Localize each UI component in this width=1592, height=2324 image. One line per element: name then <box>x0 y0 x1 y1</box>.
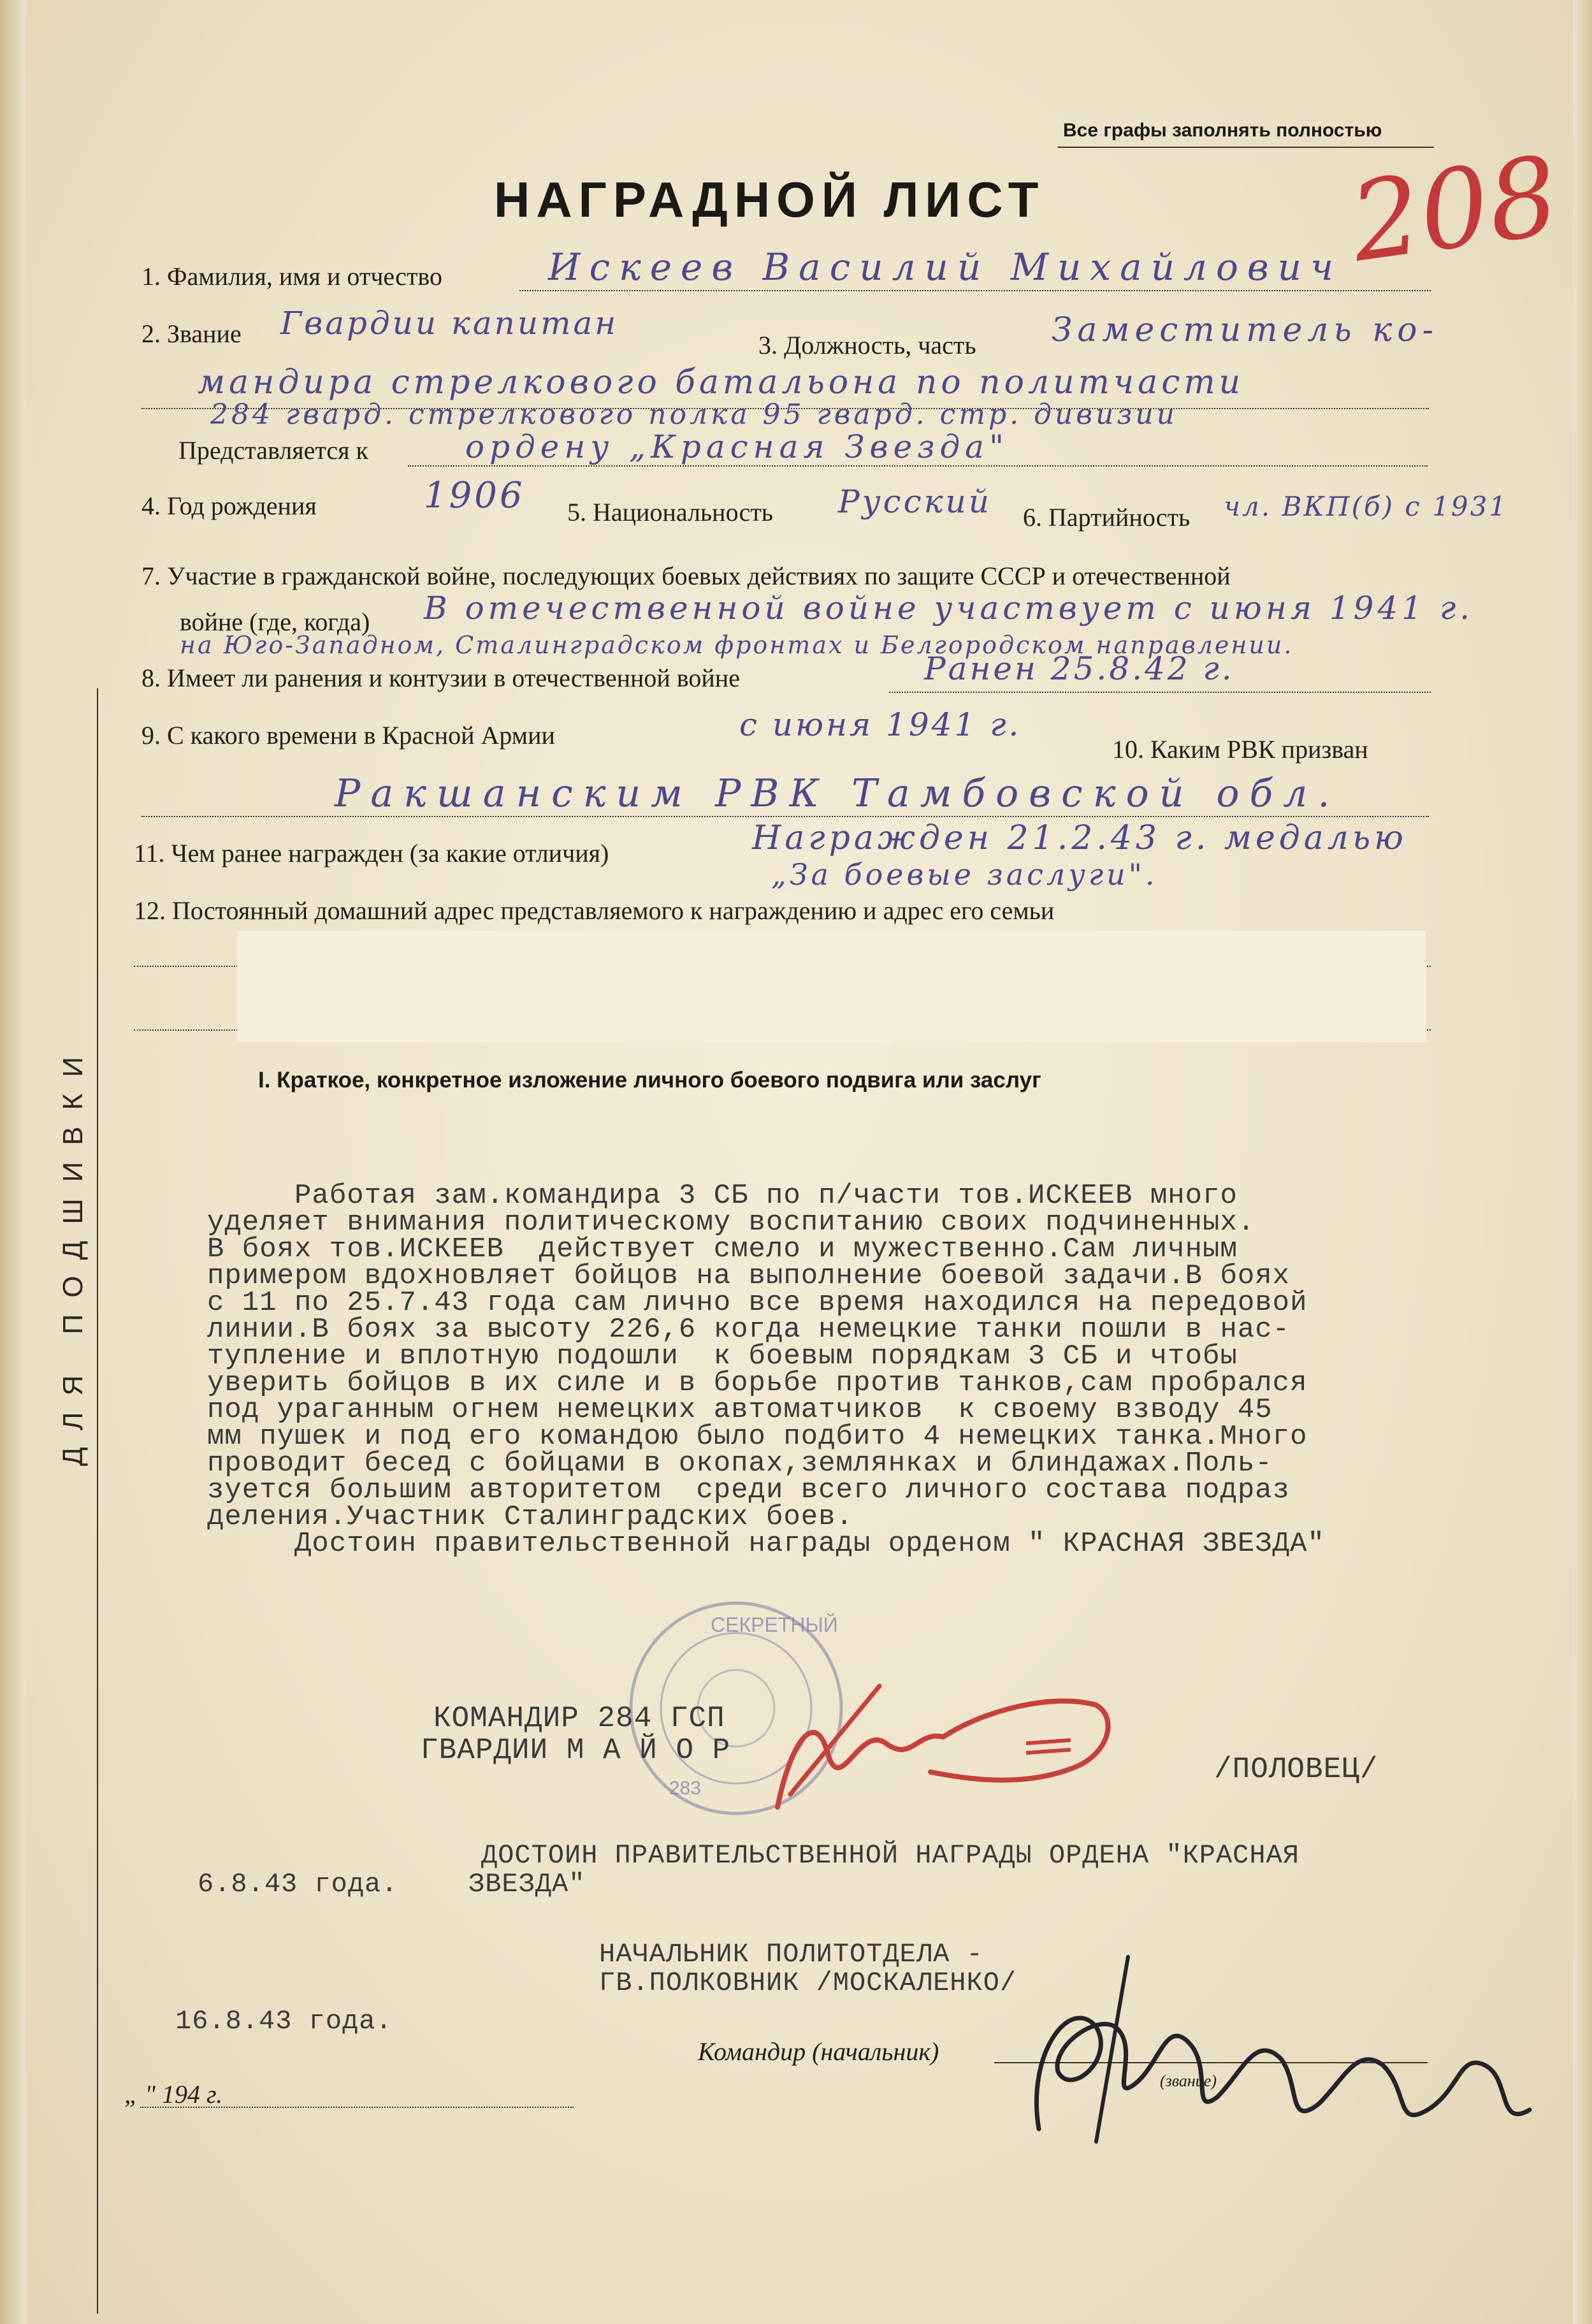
field-7-value-2: на Юго-Западном, Сталинградском фронтах и Белгородском направлении. <box>180 631 1294 659</box>
stamp-code: 283 <box>669 1778 702 1799</box>
field-8-value: Ранен 25.8.42 г. <box>924 650 1234 687</box>
date-template-line <box>140 2107 574 2108</box>
citation-text <box>207 1180 1325 1560</box>
binding-margin-line <box>97 688 98 2314</box>
approval-date-2: 16.8.43 года. <box>175 2006 393 2037</box>
citation-line: тупление и вплотную подошли к боевым порядкам 3 СБ и чтобы <box>207 1340 1238 1372</box>
page-title: НАГРАДНОЙ ЛИСТ <box>494 171 1045 228</box>
field-11-value-1: Награжден 21.2.43 г. медалью <box>752 819 1407 857</box>
citation-line: Работая зам.командира 3 СБ по п/части тов.ИСКЕЕВ много <box>207 1180 1238 1212</box>
field-6-label: 6. Партийность <box>1023 503 1190 532</box>
politotdel-line-2: ГВ.ПОЛКОВНИК /МОСКАЛЕНКО/ <box>599 1968 1017 1998</box>
citation-line: уверить бойцов в их силе и в борьбе против танков,сам пробрался <box>207 1367 1308 1399</box>
field-9-label: 9. С какого времени в Красной Армии <box>141 721 555 750</box>
field-5-value: Русский <box>838 483 992 520</box>
field-7-label-1: 7. Участие в гражданской войне, последующих боевых действиях по защите СССР и отечественной <box>141 562 1231 590</box>
field-7-label-2: войне (где, когда) <box>180 607 370 636</box>
corner-number: 208 <box>1343 133 1566 287</box>
presented-value: ордену „Красная Звезда" <box>465 428 1009 465</box>
field-5-label: 5. Национальность <box>567 498 774 527</box>
field-3-value-2: мандира стрелкового батальона по политчасти <box>198 363 1245 402</box>
field-6-value: чл. ВКП(б) с 1931 <box>1224 491 1509 522</box>
field-10-label: 10. Каким РВК призван <box>1112 735 1368 764</box>
citation-line: под ураганным огнем немецких автоматчиков к своему взводу 45 <box>207 1394 1273 1426</box>
field-8-label: 8. Имеет ли ранения и контузии в отечественной войне <box>141 664 740 692</box>
field-4-value: 1906 <box>424 475 525 516</box>
field-3-label: 3. Должность, часть <box>758 331 976 359</box>
field-11-label: 11. Чем ранее награжден (за какие отличия) <box>134 839 609 868</box>
commander-chief-label: Командир (начальник) <box>698 2037 939 2066</box>
field-1-label: 1. Фамилия, имя и отчество <box>141 262 443 291</box>
citation-line: мм пушек и под его командою было подбито 4 немецких танка.Много <box>207 1421 1308 1453</box>
note-underline <box>1058 147 1434 148</box>
field-7-value-1: В отечественной войне участвует с июня 1941 г. <box>424 590 1474 627</box>
date-template: „ " 194 г. <box>124 2080 223 2109</box>
field-10-line <box>141 816 1429 817</box>
presented-line <box>408 465 1428 467</box>
citation-line: с 11 по 25.7.43 года сам лично все время находился на передовой <box>207 1287 1308 1319</box>
field-9-value: с июня 1941 г. <box>739 706 1022 743</box>
field-2-value: Гвардии капитан <box>280 305 619 342</box>
commander-line-2: ГВАРДИИ М А Й О Р <box>421 1734 731 1767</box>
field-1-line <box>519 290 1431 291</box>
commander-name: /ПОЛОВЕЦ/ <box>1214 1753 1379 1786</box>
citation-line: примером вдохновляет бойцов на выполнение боевой задачи.В боях <box>207 1260 1291 1292</box>
field-10-value: Ракшанским РВК Тамбовской обл. <box>335 771 1340 816</box>
award-line-1: ДОСТОИН ПРАВИТЕЛЬСТВЕННОЙ НАГРАДЫ ОРДЕНА "КРАСНАЯ <box>481 1840 1300 1871</box>
paper-edge-left <box>0 0 25 2324</box>
award-line-2: ЗВЕЗДА" <box>468 1869 586 1899</box>
citation-line: Достоин правительственной награды орденом " КРАСНАЯ ЗВЕЗДА" <box>207 1528 1325 1560</box>
section-heading: I. Краткое, конкретное изложение личного боевого подвига или заслуг <box>258 1068 1041 1093</box>
field-1-value: Искеев Василий Михайлович <box>548 245 1343 289</box>
commander-line-1: КОМАНДИР 284 ГСП <box>433 1702 725 1735</box>
red-signature <box>752 1667 1128 1833</box>
presented-label: Представляется к <box>178 436 368 465</box>
fill-all-note: Все графы заполнять полностью <box>1063 120 1382 141</box>
rank-label: (звание) <box>1160 2072 1217 2090</box>
citation-line: проводит бесед с бойцами в окопах,землянках и блиндажах.Поль- <box>207 1448 1273 1479</box>
citation-line: линии.В боях за высоту 226,6 когда немецкие танки пошли в нас- <box>207 1314 1291 1346</box>
politotdel-line-1: НАЧАЛЬНИК ПОЛИТОТДЕЛА - <box>599 1939 983 1970</box>
binding-label: ДЛЯ ПОДШИВКИ <box>57 1040 89 1466</box>
moskalenko-signature <box>1001 1938 1561 2154</box>
stamp-text: СЕКРЕТНЫЙ <box>711 1613 838 1636</box>
field-11-value-2: „За боевые заслуги". <box>771 857 1158 892</box>
paper-edge-right <box>1573 0 1592 2324</box>
field-3-value-3: 284 гвард. стрелкового полка 95 гвард. стр. дивизии <box>210 398 1178 431</box>
field-2-label: 2. Звание <box>141 319 242 348</box>
citation-line: деления.Участник Сталинградских боев. <box>207 1501 853 1533</box>
field-4-label: 4. Год рождения <box>141 491 317 520</box>
citation-line: уделяет внимания политическому воспитанию своих подчиненных. <box>207 1207 1256 1238</box>
field-8-line <box>889 692 1431 693</box>
field-12-label: 12. Постоянный домашний адрес представляемого к награждению и адрес его семьи <box>134 896 1055 925</box>
field-3-value-1: Заместитель ко- <box>1052 311 1439 349</box>
address-redaction <box>237 931 1426 1042</box>
approval-date-1: 6.8.43 года. <box>198 1869 398 1899</box>
citation-line: зуется большим авторитетом среди всего личного состава подраз <box>207 1474 1291 1506</box>
citation-line: В боях тов.ИСКЕЕВ действует смело и мужественно.Сам личным <box>207 1233 1238 1265</box>
